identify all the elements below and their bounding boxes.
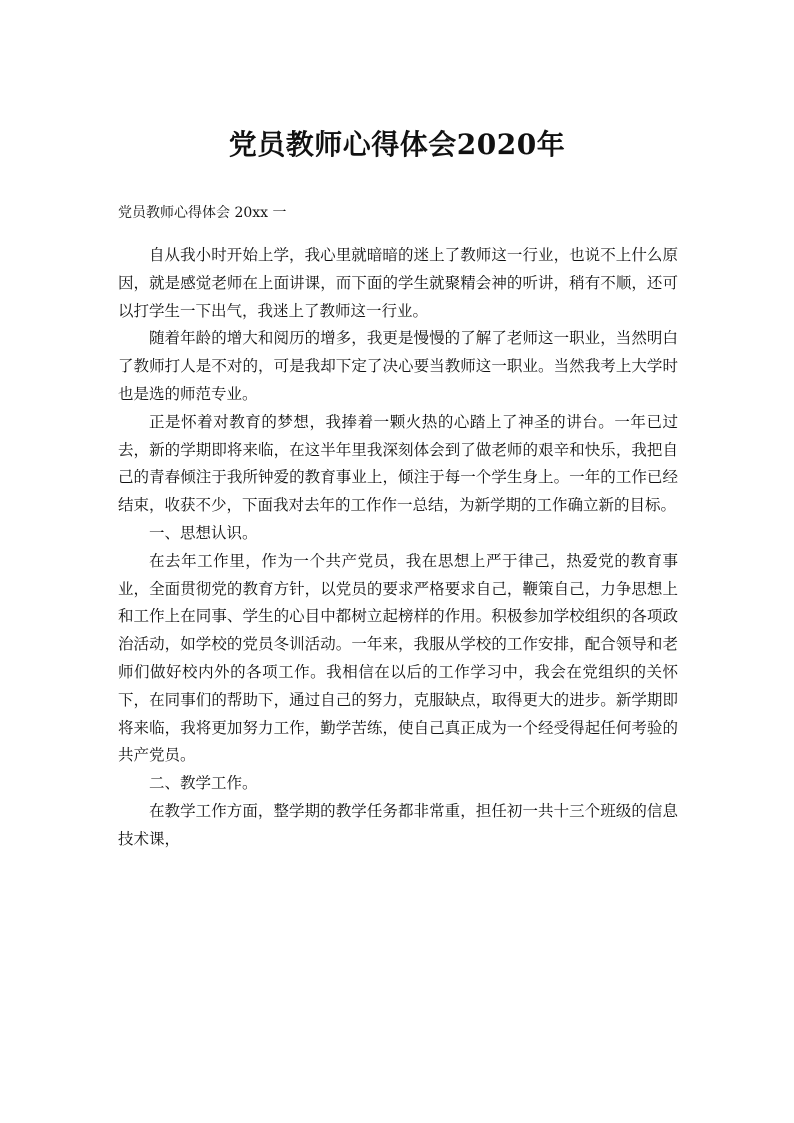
paragraph: 在去年工作里，作为一个共产党员，我在思想上严于律己，热爱党的教育事业，全面贯彻党的教育方针，以党员的要求严格要求自己，鞭策自己，力争思想上和工作上在同事、学生的心目中都树立起榜样的作用。积极参加学校组织的各项政治活动，如学校的党员冬训活动。一年来，我服从学校的工作安排，配合领导和老师们做好校内外的各项工作。我相信在以后的工作学习中，我会在党组织的关怀下，在同事们的帮助下，通过自己的努力，克服缺点，取得更大的进步。新学期即将来临，我将更加努力工作，勤学苦练，使自己真正成为一个经受得起任何考验的共产党员。 bbox=[118, 551, 678, 765]
document-subtitle: 党员教师心得体会 20xx 一 bbox=[118, 205, 287, 221]
document-body bbox=[118, 242, 678, 854]
document-title: 党员教师心得体会2020年 bbox=[228, 128, 566, 161]
paragraph: 在教学工作方面，整学期的教学任务都非常重，担任初一共十三个班级的信息技术课， bbox=[118, 801, 678, 848]
paragraph: 自从我小时开始上学，我心里就暗暗的迷上了教师这一行业，也说不上什么原因，就是感觉老师在上面讲课，而下面的学生就聚精会神的听讲，稍有不顺，还可以打学生一下出气，我迷上了教师这一行业。 bbox=[118, 246, 678, 320]
paragraph: 随着年龄的增大和阅历的增多，我更是慢慢的了解了老师这一职业，当然明白了教师打人是不对的，可是我却下定了决心要当教师这一职业。当然我考上大学时也是选的师范专业。 bbox=[118, 329, 678, 403]
section-heading: 二、教学工作。 bbox=[149, 774, 258, 793]
paragraph: 正是怀着对教育的梦想，我捧着一颗火热的心踏上了神圣的讲台。一年已过去，新的学期即将来临，在这半年里我深刻体会到了做老师的艰辛和快乐，我把自己的青春倾注于我所钟爱的教育事业上，倾注于每一个学生身上。一年的工作已经结束，收获不少，下面我对去年的工作作一总结，为新学期的工作确立新的目标。 bbox=[118, 412, 678, 515]
section-heading: 一、思想认识。 bbox=[149, 523, 258, 542]
